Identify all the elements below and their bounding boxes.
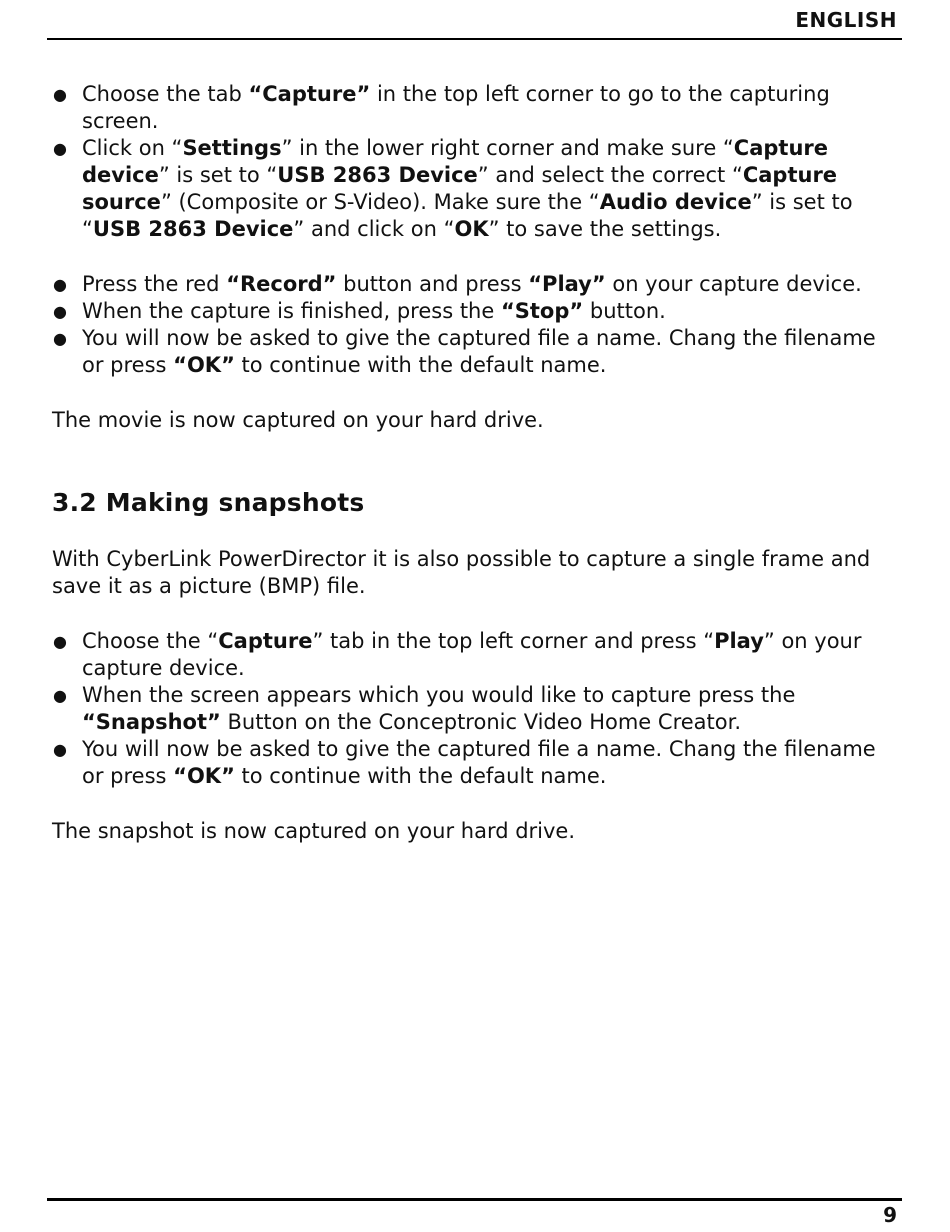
bold-term: “Play” <box>528 272 606 296</box>
page-content <box>52 81 902 845</box>
page-footer <box>47 1198 902 1227</box>
record-steps-list <box>52 271 902 379</box>
text-run: ” to save the settings. <box>488 217 722 241</box>
text-run: Choose the tab <box>82 82 249 106</box>
text-run: ” on your capture device. <box>82 629 862 680</box>
text-run: When the capture is finished, press the <box>82 299 501 323</box>
page-number: 9 <box>883 1203 897 1227</box>
bold-term: Audio device <box>599 190 752 214</box>
bullet-icon: ● <box>53 85 67 104</box>
bullet-icon: ● <box>53 686 67 705</box>
text-run: button. <box>583 299 666 323</box>
text-run: You will now be asked to give the captured file a name. Chang the filename or press <box>82 326 876 377</box>
list-item <box>52 628 902 682</box>
text-run: When the screen appears which you would like to capture press the <box>82 683 796 707</box>
bold-term: Play <box>714 629 764 653</box>
capture-steps-list <box>52 81 902 243</box>
movie-conclusion: The movie is now captured on your hard drive. <box>52 408 544 432</box>
bullet-icon: ● <box>53 302 67 321</box>
section-intro: With CyberLink PowerDirector it is also possible to capture a single frame and save it as a picture (BMP) file. <box>52 547 871 598</box>
bold-term: “Capture” <box>248 82 371 106</box>
text-run: Button on the Conceptronic Video Home Creator. <box>220 710 741 734</box>
bullet-icon: ● <box>53 632 67 651</box>
bold-term: Capture <box>218 629 313 653</box>
list-item <box>52 135 902 243</box>
snapshot-conclusion: The snapshot is now captured on your hard drive. <box>52 819 576 843</box>
list-item <box>52 325 902 379</box>
section-heading: 3.2 Making snapshots <box>52 488 365 517</box>
snapshot-steps-list <box>52 628 902 790</box>
bold-term: Capture device <box>82 136 828 187</box>
list-item <box>52 682 902 736</box>
bold-term: “Stop” <box>500 299 584 323</box>
bold-term: USB 2863 Device <box>277 163 478 187</box>
text-run: ” and select the correct “ <box>477 163 743 187</box>
bold-term: Capture source <box>82 163 838 214</box>
text-run: ” is set to “ <box>158 163 278 187</box>
bold-term: USB 2863 Device <box>92 217 294 241</box>
bold-term: OK <box>454 217 489 241</box>
bullet-icon: ● <box>53 329 67 348</box>
text-run: Choose the “ <box>82 629 219 653</box>
language-label: ENGLISH <box>795 8 897 32</box>
text-run: Press the red <box>82 272 227 296</box>
bullet-icon: ● <box>53 740 67 759</box>
bold-term: “Snapshot” <box>82 710 221 734</box>
bullet-icon: ● <box>53 275 67 294</box>
text-run: to continue with the default name. <box>234 353 607 377</box>
text-run: ” (Composite or S-Video). Make sure the “ <box>160 190 600 214</box>
text-run: Click on “ <box>82 136 183 160</box>
text-run: You will now be asked to give the captured file a name. Chang the filename or press <box>82 737 876 788</box>
text-run: ” is set to “ <box>82 190 853 241</box>
text-run: in the top left corner to go to the capturing screen. <box>82 82 830 133</box>
bold-term: “OK” <box>173 353 235 377</box>
bold-term: “Record” <box>226 272 337 296</box>
page-header <box>47 6 902 40</box>
text-run: ” tab in the top left corner and press “ <box>312 629 715 653</box>
text-run: button and press <box>336 272 529 296</box>
bold-term: “OK” <box>173 764 235 788</box>
bullet-icon: ● <box>53 139 67 158</box>
list-item <box>52 736 902 790</box>
text-run: ” and click on “ <box>293 217 455 241</box>
list-item <box>52 81 902 135</box>
bold-term: Settings <box>182 136 282 160</box>
text-run: to continue with the default name. <box>234 764 607 788</box>
text-run: on your capture device. <box>605 272 862 296</box>
list-item <box>52 298 902 325</box>
list-item <box>52 271 902 298</box>
text-run: ” in the lower right corner and make sure “ <box>281 136 734 160</box>
